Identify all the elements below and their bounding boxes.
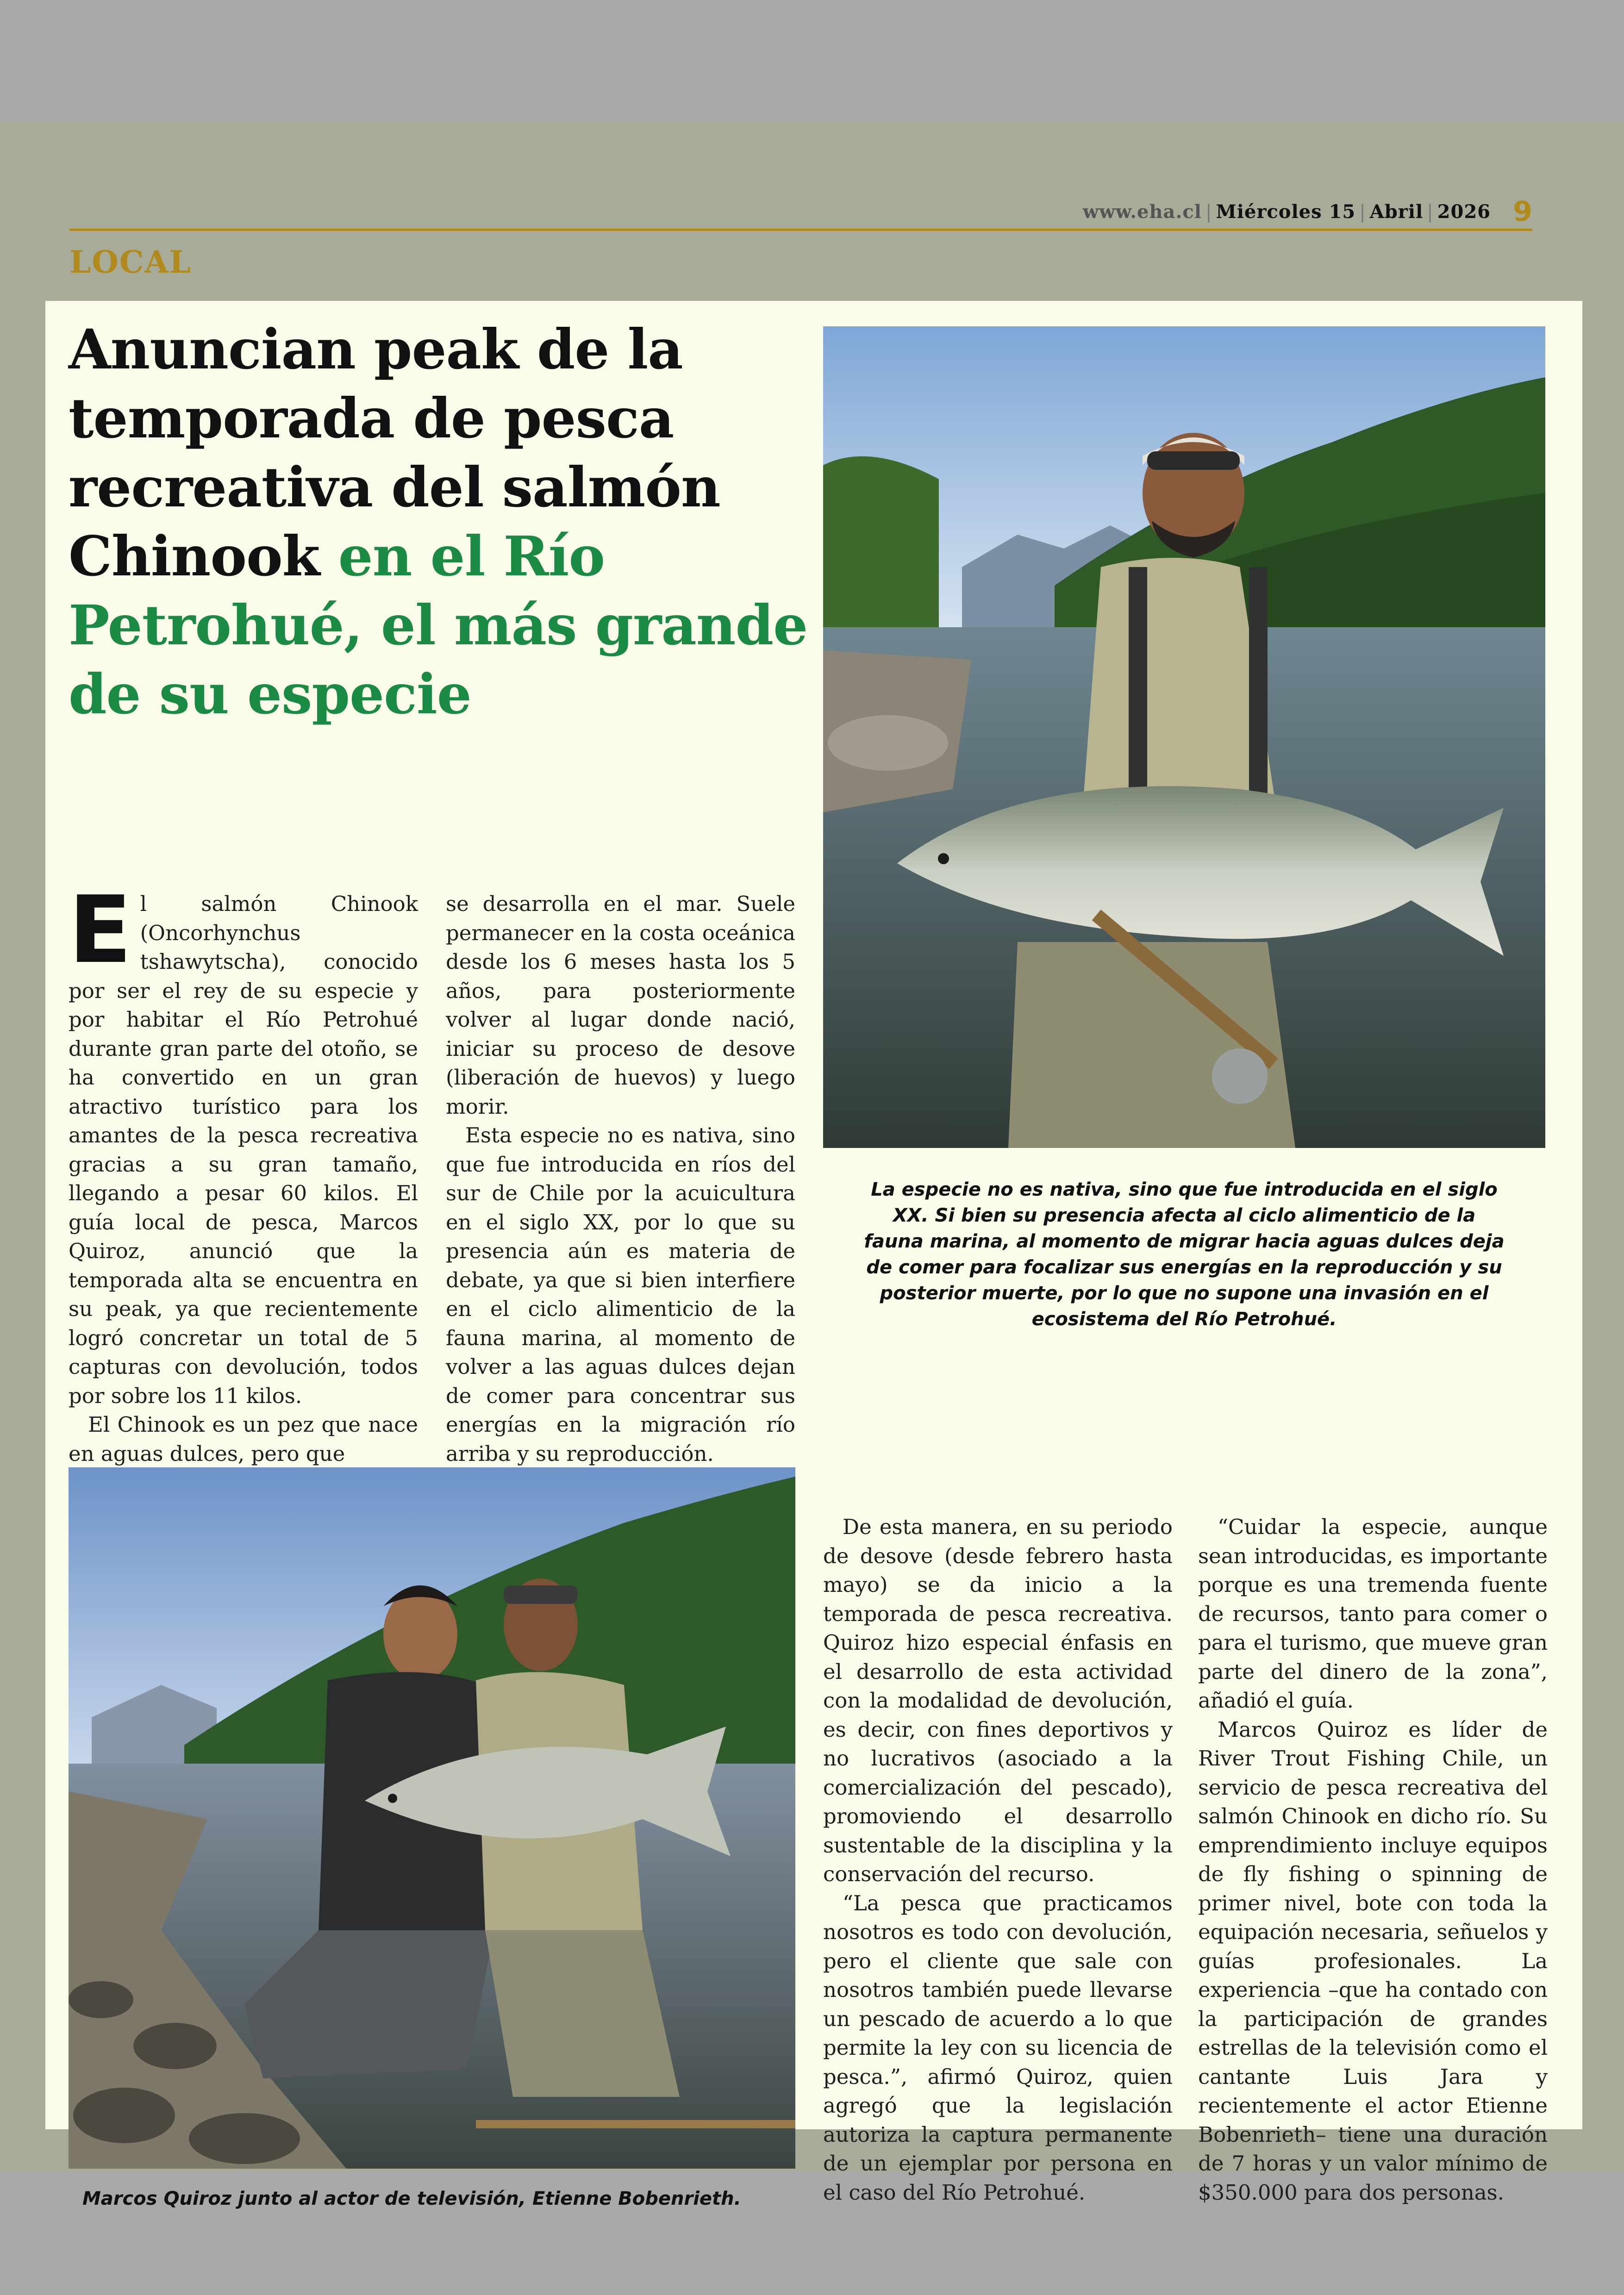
article-paragraph: “La pesca que practicamos nosotros es todo con devolución, pero el cliente que sale con nosotros también puede llevarse un pescado de acuerdo a lo que permite la ley con su licencia de pesca.”, afirmó Quiroz, quien agregó que la legislación autoriza la captura permanente de un ejemplar por persona en el caso del Río Petrohué. xyxy=(823,1890,1173,2205)
article-paragraph: se desarrolla en el mar. Suele permanecer en la costa oceánica desde los 6 meses hasta los 5 años, para posteriormente volver al lugar donde nació, iniciar su proceso de desove (liberación de huevos) y luego morir. xyxy=(446,892,795,1119)
photo-angler-illustration xyxy=(823,326,1545,1148)
article-paragraph: Marcos Quiroz es líder de River Trout Fishing Chile, un servicio de pesca recreativa del salmón Chinook en dicho río. Su emprendimiento incluye equipos de fly fishing o spinning de primer nivel, bote con toda la equipación necesaria, señuelos y guías profesionales. La experiencia –que ha contado con la participación de grandes estrellas de la televisión como el cantante Luis Jara y recientemente el actor Etienne Bobenrieth– tiene una duración de 7 horas y un valor mínimo de $350.000 para dos personas. xyxy=(1198,1717,1548,2205)
page-header xyxy=(69,195,1532,232)
article-paragraph: De esta manera, en su periodo de desove (desde febrero hasta mayo) se da inicio a la temporada de pesca recreativa. Quiroz hizo especial énfasis en el desarrollo de esta actividad con la modalidad de devolución, es decir, con fines deportivos y no lucrativos (asociado a la comercialización del pescado), promoviendo el desarrollo sustentable de la disciplina y la conservación del recurso. xyxy=(823,1515,1173,1886)
article-paragraph: Esta especie no es nativa, sino que fue introducida en ríos del sur de Chile por la acuicultura en el siglo XX, por lo que su presencia aún es materia de debate, ya que si bien interfiere en el ciclo alimenticio de la fauna marina, al momento de volver a las aguas dulces dejan de comer para concentrar sus energías en la migración río arriba y su reproducción. xyxy=(446,1123,795,1466)
headline-green: en el Río Petrohué, el más grande de su especie xyxy=(69,524,808,726)
newspaper-page xyxy=(0,121,1624,2209)
photo-guide-actor-caption: Marcos Quiroz junto al actor de televisión, Etienne Bobenrieth. xyxy=(82,2188,741,2209)
photo-guide-actor-illustration xyxy=(69,1467,795,2169)
headline-black: Anuncian peak de la temporada de pesca recreativa del salmón Chinook xyxy=(69,317,720,588)
issue-day: Miércoles 15 xyxy=(1216,201,1356,223)
photo-guide-and-actor xyxy=(69,1467,795,2169)
headline xyxy=(69,315,846,729)
issue-month: Abril xyxy=(1369,201,1424,223)
article-column-1 xyxy=(69,876,418,1468)
issue-year: 2026 xyxy=(1437,201,1491,223)
article-column-4 xyxy=(1198,1513,1548,2207)
article-paragraph: El Chinook es un pez que nace en aguas dulces, pero que xyxy=(69,1412,418,1466)
photo-angler-caption: La especie no es nativa, sino que fue introducida en el siglo XX. Si bien su presencia afecta al ciclo alimenticio de la fauna marina, al momento de migrar hacia aguas dulces deja de comer para focalizar sus energías en la reproducción y su posterior muerte, por lo que no supone una invasión en el ecosistema del Río Petrohué. xyxy=(864,1179,1505,1330)
website-link[interactable]: www.eha.cl xyxy=(1082,201,1202,223)
article-column-2 xyxy=(446,890,795,1468)
dropcap-letter: E xyxy=(69,876,132,984)
page-number: 9 xyxy=(1513,195,1532,228)
article-paragraph: “Cuidar la especie, aunque sean introducidas, es importante porque es una tremenda fuente de recursos, tanto para comer o para el turismo, que mueve gran parte del dinero de la zona”, añadió el guía. xyxy=(1198,1515,1548,1713)
article-column-3 xyxy=(823,1513,1173,2207)
section-label: LOCAL xyxy=(69,244,192,280)
issue-date-line: www.eha.cl | Miércoles 15 | Abril | 2026 xyxy=(1082,201,1491,223)
header-rule xyxy=(69,229,1532,231)
article-panel xyxy=(45,301,1582,2209)
article-paragraph: El salmón Chinook (Oncorhynchus tshawytscha), conocido por ser el rey de su especie y por habitar el Río Petrohué durante gran parte del otoño, se ha convertido en un gran atractivo turístico para los amantes de la pesca recreativa gracias a su gran tamaño, llegando a pesar 60 kilos. El guía local de pesca, Marcos Quiroz, anunció que la temporada alta se encuentra en su peak, ya que recientemente logró concretar un total de 5 capturas con devolución, todos por sobre los 11 kilos. xyxy=(69,876,418,1408)
photo-angler-with-salmon xyxy=(823,326,1545,1148)
